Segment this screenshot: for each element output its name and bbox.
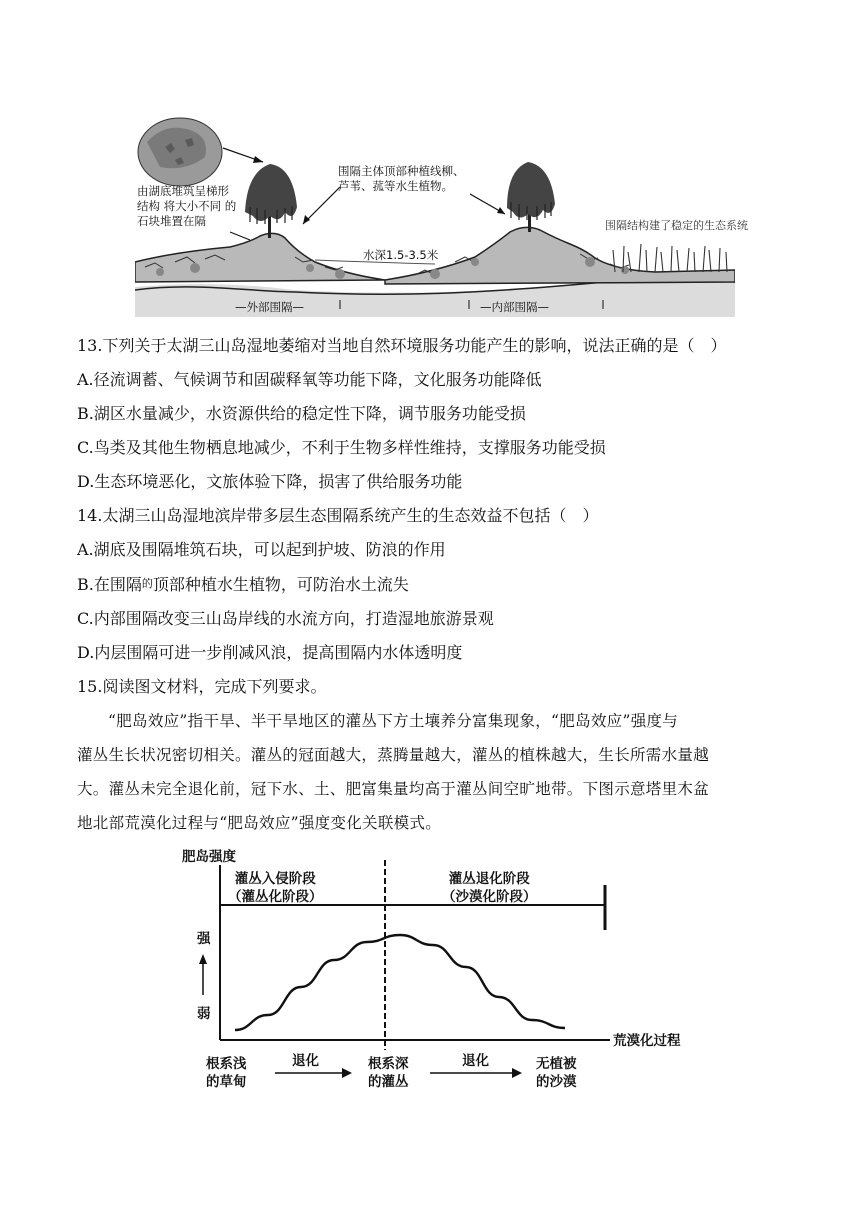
x-point-desert: 无植被 的沙漠 (536, 1056, 577, 1090)
stage-1-label: 灌丛入侵阶段 （灌丛化阶段） (228, 871, 323, 905)
figure1-label-top: 围隔主体顶部种植线柳、 芦苇、菰等水生植物。 (338, 164, 465, 193)
x-point-meadow: 根系浅 的草甸 (206, 1056, 247, 1090)
q13-option-c: C.鸟类及其他生物栖息地减少，不利于生物多样性维持，支撑服务功能受损 (77, 438, 606, 457)
intensity-arrowhead (199, 954, 207, 964)
q14-option-b: B.在围隔$^的$顶部种植水生植物，可防治水土流失 (77, 575, 409, 594)
arrow-label-1: 退化 (292, 1053, 319, 1069)
q14-option-c: C.内部围隔改变三山岛岸线的水流方向，打造湿地旅游景观 (77, 609, 494, 628)
q14-option-a: A.湖底及围隔堆筑石块，可以起到护坡、防浪的作用 (77, 540, 446, 559)
reeds (613, 244, 727, 272)
q14-stem: 14.太湖三山岛湿地滨岸带多层生态围隔系统产生的生态效益不包括（ ） (77, 506, 599, 525)
y-low-label: 弱 (197, 1006, 211, 1022)
inner-dike-label: —内部围隔— (480, 300, 549, 314)
arrow-2-head (512, 1068, 522, 1078)
willow-tree-outer (245, 164, 297, 238)
fertile-island-chart (180, 840, 710, 1100)
intensity-curve (235, 935, 565, 1030)
q13-option-d: D.生态环境恶化，文旅体验下降，损害了供给服务功能 (77, 472, 463, 491)
outer-dike (135, 233, 385, 282)
chart-ylabel: 肥岛强度 (182, 849, 236, 865)
outer-dike-label: —外部围隔— (235, 300, 304, 314)
stage-2-label: 灌丛退化阶段 （沙漠化阶段） (442, 871, 537, 905)
x-point-shrub: 根系深 的灌丛 (368, 1056, 409, 1090)
q13-stem: 13.下列关于太湖三山岛湿地萎缩对当地自然环境服务功能产生的影响，说法正确的是（ ） (77, 336, 727, 355)
arrow-label-2: 退化 (462, 1053, 489, 1069)
water-depth-label: 水深1.5-3.5米 (363, 248, 439, 262)
y-high-label: 强 (197, 931, 211, 947)
q15-material-paragraph: “肥岛效应”指干旱、半干旱地区的灌丛下方土壤养分富集现象，“肥岛效应”强度与 灌丛生长状况密切相关。灌丛的冠面越大，蒸腾量越大，灌丛的植株越大，生长所需水量越 大。灌丛未完全退化前，冠下水、土、肥富集量均高于灌丛间空旷地带。下图示意塔里木盆 地北部荒漠化过程与“肥岛效应”强度变化关联模式。 (77, 712, 710, 832)
chart-xlabel: 荒漠化过程 (613, 1033, 681, 1049)
willow-tree-inner (507, 162, 555, 232)
q14-option-d: D.内层围隔可进一步削减风浪，提高围隔内水体透明度 (77, 643, 463, 662)
arrow-1-head (342, 1068, 352, 1078)
q15-stem: 15.阅读图文材料，完成下列要求。 (77, 677, 327, 696)
dike-cross-section-figure (135, 112, 748, 317)
figure1-label-right: 围隔结构建了稳定的生态系统 (605, 219, 748, 232)
q13-option-a: A.径流调蓄、气候调节和固碳释氧等功能下降，文化服务功能降低 (77, 370, 542, 389)
figure1-label-left: 由湖底堆筑呈梯形 结构 将大小不同 的 石块堆置在隔 (137, 184, 237, 228)
q13-option-b: B.湖区水量减少，水资源供给的稳定性下降，调节服务功能受损 (77, 404, 526, 423)
